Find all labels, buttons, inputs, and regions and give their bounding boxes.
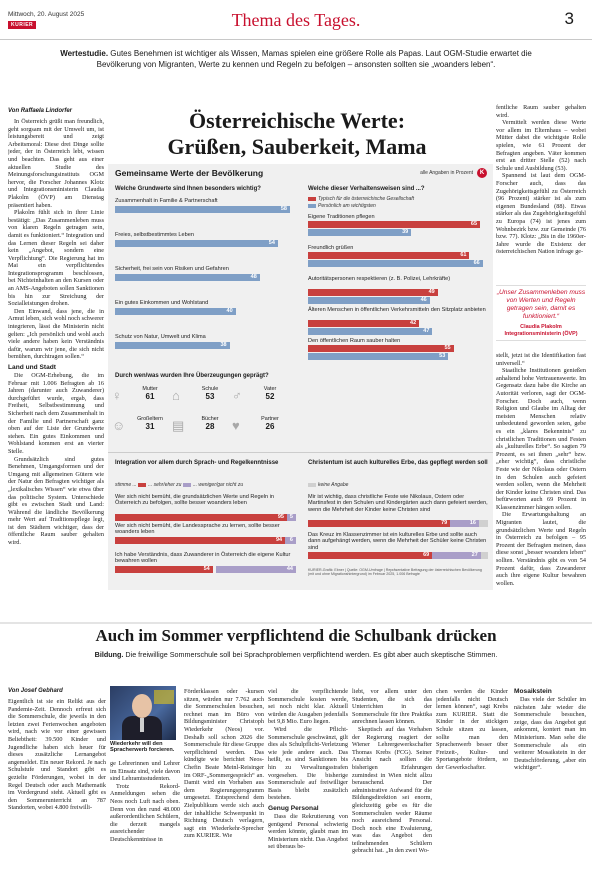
bar-value: 44 [286, 565, 293, 572]
basic-value-bar [115, 308, 236, 315]
paragraph: Die Erwartungshaltung an Migranten lautet, die grundsätzlichen Werte und Regeln in Österreich zu befolgen – 95 Prozent der Befragten meinen, dass diese sonst „besser woanders leben“ sollten. Verständnis gibt es von 54 Prozent dafür, dass Zuwanderer auch ihre eigene Kultur bewahren wollen. [496, 511, 586, 587]
bar-value: 40 [226, 308, 233, 314]
graphic-source: KURIER-Grafik: Ebner | Quelle: OGM-Umfrage | Repräsentative Befragung der österreichischen Bevölkerung (mit und ohne Migrationshintergrund) im Februar 2025, 1.006 Befragte [308, 568, 482, 577]
bar-value: 16 [469, 520, 476, 526]
agree-bar [115, 514, 287, 521]
article-teaser [40, 48, 552, 70]
quote-text: „Unser Zusammenleben muss von Werten und Regeln getragen sein, damit es funktioniert.“ [496, 289, 586, 320]
father-icon: ♂ [232, 388, 242, 403]
typical-bar [308, 345, 454, 352]
agree-bar [308, 520, 450, 527]
subheading: Mosaikstein [514, 688, 552, 695]
paragraph: ge Lehrerinnen und Lehrer im Einsatz sind, viele davon sind Lehramtsstudenten. [110, 760, 180, 783]
bar-label: Schutz von Natur, Umwelt und Klima [115, 334, 206, 340]
bar-label: Ein gutes Einkommen und Wohlstand [115, 300, 209, 306]
bar-value: 49 [428, 289, 435, 295]
personal-bar [308, 297, 430, 304]
paragraph: Förderklassen oder -kursen sitzen, würden nur 7.762 auch die Sommerschulen besuchen, rechnet man im Büro von Bildungsminister Christoph Wiederkehr (Neos) vor. Deshalb soll schon 2026 die Sommerschule für diese Gruppe verpflichtend werden. Das kündigte wie berichtet Neos-Chefin Beate Meinl-Reisinger im ORF-„Sommergespräch“ an. Damit wird ein Vorhaben aus dem Regierungsprogramm umgesetzt. Entsprechend dem Zielpublikum werde sich auch der inhaltliche Schwerpunkt in Richtung Deutsch verlagern, sagt ein Wiederkehr-Sprecher zum KURIER. Wie [184, 688, 264, 840]
disagree-bar [287, 514, 296, 521]
flag-shape [154, 690, 174, 704]
paragraph: Dass die Rekrutierung von genügend Personal schwierig werden könnte, glaubt man im Ministerium nicht. Das Angebot sei überaus be- [268, 812, 348, 851]
teaser-lead: Wertestudie. [60, 49, 109, 58]
paragraph: Spannend ist laut dem OGM-Forscher auch, dass das Zugehörigkeitsgefühl zu Österreich (96 Prozent) stärker ist als zum eigenen Bundesland (88). Etwas stärker als das Zugehörigkeitsgefühl zu Europa (74) ist jenes zum Wohnbezirk bzw. zur Gemeinde (76 bzw. 77). Klotz: „Bis in die 1960er-Jahre wurde die Existenz der österreichischen Nation infrage ge- [496, 172, 586, 256]
bar-value: 54 [203, 565, 210, 572]
bar-value: 53 [439, 353, 446, 359]
influence-value: 28 [205, 422, 215, 431]
agree-bar [115, 566, 213, 573]
second-subheading [40, 650, 552, 659]
main-headline [118, 108, 476, 160]
graphic-title: Gemeinsame Werte der Bevölkerung [115, 168, 264, 178]
question-1: Welche Grundwerte sind Ihnen besonders wichtig? [115, 186, 261, 192]
influence-label: Partner [261, 416, 279, 422]
page-header [0, 0, 592, 40]
graphic-unit: alle Angaben in Prozent [420, 170, 473, 176]
paragraph: Plakolm fühlt sich in ihrer Linie bestätigt: „Das Zusammenleben muss von klaren Regeln getragen sein, damit es funktioniert.“ Integration und das Lernen dieser Regeln sei daher kein „Angebot, sondern eine Verpflichtung“. Die Regierung hat im Mai ein verpflichtendes Integrationsprogramm beschlossen, bei Nichteinhalten an den Kursen oder an AMS-Angeboten sollen Sanktionen bis hin zur Streichung der Sozialleistungen drohen. [8, 209, 104, 308]
influence-label: Vater [263, 386, 277, 392]
disagree-bar [432, 552, 481, 559]
basic-value-bar [115, 342, 230, 349]
influence-item [172, 416, 230, 433]
paragraph: Wird die Pflicht-Sommerschule geschwänzt, gilt dies als Schulpflicht-Verletzung wie jede andere auch. Das heißt, es sind Sanktionen bis hin zu Verwaltungsstrafen vorgesehen. Die bisherige Sommerschule auf freiwilliger Basis bleibt zusätzlich bestehen. [268, 725, 348, 802]
paragraph: Vermittelt werden diese Werte vor allem im Elternhaus – wobei Mütter dabei die wichtigste Rolle spielen, wie 61 Prozent der Befragten angeben. Väter kommen erst an dritter Stelle (52) nach Schule und Ausbildung (53). [496, 119, 586, 172]
books-icon: ▤ [172, 418, 185, 433]
paragraph: liebt, vor allem unter den Studenten, die sich das Unterrichten in der Sommerschule für ihre Praktika anrechnen lassen können. [352, 688, 432, 726]
influence-value: 52 [265, 392, 275, 401]
influence-value: 26 [265, 422, 275, 431]
typical-bar [308, 252, 469, 259]
disagree-bar [216, 566, 296, 573]
second-column-5 [352, 688, 432, 868]
bar-label: Freundlich grüßen [308, 245, 354, 251]
personal-bar [308, 328, 432, 335]
main-column-1 [8, 118, 104, 618]
second-column-4 [268, 688, 348, 868]
influence-value: 31 [145, 422, 155, 431]
question-3: Durch wen/was wurden Ihre Überzeugungen geprägt? [115, 373, 269, 379]
basic-value-bar [115, 274, 260, 281]
tie-shape [140, 718, 144, 732]
bar-value: 6 [289, 536, 293, 543]
bar-label: Sicherheit, frei sein von Risiken und Gefahren [115, 266, 229, 272]
minister-photo [110, 686, 176, 740]
paragraph: Den Einwand, dass jene, die in Armut leben, sich wohl noch schwerer integrieren, lässt die Ministerin nicht gelten: „Ich persönlich und wohl auch viele andere haben kein Verständnis dafür, warum wir jene, die sich nicht bemühen, durchtragen sollen.“ [8, 307, 104, 361]
paragraph: Das viele der Schüler im nächsten Jahr wieder die Sommerschule besuchen, zeige, dass das Angebot gut ankommt, kontert man im Ministerium. Man sehe die Sommerschule als ein weiterer Mosaikstein in der Deutschförderung, „aber ein wichtiger“. [514, 696, 586, 772]
legend-red-label: Typisch für die österreichische Gesellschaft [318, 196, 415, 202]
headline-line-2: Grüßen, Sauberkeit, Mama [167, 134, 427, 159]
legend-agree-swatch [138, 483, 146, 487]
bar-value: 95 [277, 514, 284, 521]
bar-value: 46 [420, 297, 427, 303]
influence-item [172, 386, 230, 403]
no-answer-bar [481, 552, 488, 559]
influence-value: 61 [145, 392, 155, 401]
influence-label: Schule [201, 386, 219, 392]
legend-blue-swatch [308, 204, 316, 208]
bar-label: Ich habe Verständnis, dass Zuwanderer in Österreich die eigene Kultur bewahren wollen [115, 552, 291, 565]
paragraph: Skeptisch auf das Vorhaben der Regierung reagiert der Wiener Lehrergewerkschafter Thomas Krebs (FCG). Seiner Ansicht nach sollten die bisherigen Erfahrungen zumindest in Wien nicht allzu berauschend. Der administrative Aufwand für die Bildungsdirektion sei enorm, gleichzeitig gebe es für die Sommerschulen weder Räume noch ausreichend Personal. Doch noch eine Evaluierung, was das Angebot den teilnehmenden Schülern gebracht hat. „In den zwei Wo- [352, 725, 432, 855]
paragraph: chen werden die Kinder jedenfalls nicht Deutsch lernen können“, sagt Krebs zum KURIER. Statt die Kinder in der stickigen Schule sitzen zu lassen, sollte man den Sprachenwerb besser über Freizeit-, Kultur- und Sportangebote fördern, so der Gewerkschafter. [436, 688, 508, 771]
bar-label: Freies, selbstbestimmtes Leben [115, 232, 194, 238]
bar-value: 5 [289, 514, 293, 521]
bar-value: 27 [471, 552, 478, 558]
legend-blue [308, 203, 376, 209]
main-column-4-bottom [496, 352, 586, 618]
legend-prefix: stimme ... [115, 482, 137, 488]
no-answer-bar [479, 520, 488, 527]
bar-value: 58 [280, 206, 287, 212]
second-byline: Von Josef Gebhard [8, 688, 63, 694]
second-headline: Auch im Sommer verpflichtend die Schulbank drücken [95, 626, 497, 645]
paragraph: Die OGM-Erhebung, die im Februar mit 1.006 Befragten ab 16 Jahren (darunter auch Zuwanderer) durchgeführt wurde, ergab, dass Freiheit, Selbstbestimmung und Sicherheit nach dem Zusammenhalt in der Familie und Partnerschaft ganz oben auf der Liste der Grundwerte stehen. Ein gutes Einkommen und Wohlstand kommen erst an vierter Stelle. [8, 372, 104, 455]
section-title: Thema des Tages. [231, 10, 361, 30]
bar-label: Autoritätspersonen respektieren (z. B. Polizei, Lehrkräfte) [308, 276, 451, 282]
bar-value: 94 [276, 536, 283, 543]
second-column-6 [436, 688, 586, 868]
legend-none-swatch [308, 483, 316, 487]
bar-label: Das Kreuz im Klassenzimmer ist ein kulturelles Erbe und sollte auch dann aufgehängt werden, wenn die Mehrheit der Schüler keine Christen sind [308, 532, 487, 551]
bar-label: Eigene Traditionen pflegen [308, 214, 375, 220]
bar-value: 79 [441, 520, 448, 526]
bar-label: Wer sich nicht bemüht, die Landessprache zu lernen, sollte besser woanders leben [115, 523, 280, 536]
grandparents-icon: ☺ [112, 418, 126, 433]
bar-label: Zusammenhalt in Familie & Partnerschaft [115, 198, 218, 204]
divider [108, 452, 493, 453]
q4-legend [115, 482, 243, 488]
mother-icon: ♀ [112, 388, 122, 403]
bar-label: Den öffentlichen Raum sauber halten [308, 338, 401, 344]
bar-value: 66 [473, 260, 480, 266]
typical-bar [308, 320, 419, 327]
paragraph: stellt, jetzt ist die Identifikation fast universell.“ [496, 352, 586, 367]
paragraph: Trotz Rekord-Anmeldungen sehen die Neos noch Luft nach oben. Denn von den rund 48.000 außerordentlichen Schülern, die derzeit mangels ausreichender Deutschkenntnisse in [110, 782, 180, 843]
subheading: Land und Stadt [8, 364, 56, 371]
influence-label: Großeltern [137, 416, 163, 422]
influence-value: 53 [205, 392, 215, 401]
bar-value: 55 [444, 345, 451, 351]
main-column-4-top [496, 104, 586, 284]
paragraph: fentliche Raum sauber gehalten wird. [496, 104, 586, 119]
headline-line-1: Österreichische Werte: [188, 108, 406, 133]
teaser-text: Gutes Benehmen ist wichtiger als Wissen, Mamas spielen eine größere Rolle als Papas. Laut OGM-Studie erwartet die Bevölkerung von Migranten, Werte zu kennen und Regeln zu befolgen – ansonsten sollten sie „woanders leben“. [96, 49, 532, 69]
q5-legend [308, 482, 348, 488]
influence-item [232, 416, 290, 433]
partner-icon: ♥ [232, 418, 240, 433]
personal-bar [308, 229, 411, 236]
legend-agree-label: ... sehr/eher zu [148, 482, 182, 488]
subheading: Genug Personal [268, 804, 319, 812]
bar-label: Mir ist wichtig, dass christliche Feste wie Nikolaus, Ostern oder Martinsfest in den Schulen und Kindergärten auch dann gefeiert werden, wenn die Mehrheit der Kinder keine Christen sind [308, 494, 488, 513]
influence-label: Mutter [142, 386, 158, 392]
disagree-bar [450, 520, 479, 527]
bar-label: Wer sich nicht bemüht, die grundsätzlichen Werte und Regeln in Österreich zu befolgen, sollte besser woanders leben [115, 494, 274, 507]
second-column-2 [110, 760, 180, 868]
agree-bar [308, 552, 432, 559]
personal-bar [308, 353, 448, 360]
paragraph: In Österreich grüßt man freundlich, geht sorgsam mit der Umwelt um, ist leistungsbereit und zeigt Arbeitsmoral: Diese drei Dinge sollte jeder, der in Österreich lebt, wissen und beachten. Das geht aus einer aktuellen Studie des Meinungsforschungsinstituts OGM hervor, die Forscher Johannes Klotz und Integrationsministerin Claudia Plakolm (ÖVP) am Dienstag präsentiert haben. [8, 118, 104, 209]
second-column-3 [184, 688, 264, 868]
bar-value: 65 [470, 221, 478, 227]
paragraph: Staatliche Institutionen genießen anhaltend hohe Vertrauenswerte. Im Gegensatz dazu habe die Kirche an Autorität verloren, sagt der OGM-Forscher. Doch auch, wenn Religion und Glaube im Alltag der meisten Menschen relativ unbedeutend geworden seien, gebe es ein „klares Bekenntnis“ zu christlichen Traditionen und Festen als „kulturelles Erbe“. So sagten 79 Prozent, es sei ihnen „sehr“ bzw. „eher wichtig“, dass christliche Feste wie der Nikolaus oder Ostern in den Schulen auch gefeiert werden sollen, wenn die Mehrheit der Kinder keine Christen sind. Das befürworten auch 69 Prozent in Klassenzimmer hängen sollen. [496, 367, 586, 511]
legend-none-label: keine Angabe [318, 482, 349, 488]
question-2: Welche dieser Verhaltensweisen sind ...? [308, 186, 425, 192]
bar-value: 42 [410, 320, 417, 326]
head-shape [132, 694, 152, 718]
influence-item [112, 386, 170, 403]
bar-value: 38 [220, 342, 227, 348]
photo-caption: Wiederkehr will den Spracherwerb forcieren. [110, 741, 175, 754]
sub-lead: Bildung. [94, 650, 124, 659]
page-number: 3 [564, 9, 574, 28]
question-4: Integration vor allem durch Sprach- und Regelkenntnisse [115, 460, 279, 466]
question-5: Christentum ist auch kulturelles Erbe, das gepflegt werden soll [308, 460, 488, 466]
bar-value: 39 [402, 229, 409, 235]
legend-blue-label: Persönlich am wichtigsten [318, 203, 376, 209]
main-byline: Von Raffaela Lindorfer [8, 108, 73, 114]
legend-disagree-swatch [183, 483, 191, 487]
bar-value: 69 [423, 552, 430, 558]
legend-disagree-label: ... weniger/gar nicht zu [192, 482, 244, 488]
typical-bar [308, 289, 438, 296]
pull-quote [496, 285, 586, 341]
values-infographic [108, 164, 493, 590]
sub-text: Die freiwillige Sommerschule soll bei Sprachproblemen verpflichtend werden. Es gibt aber auch skeptische Stimmen. [123, 650, 498, 659]
kurier-logo-icon: K [477, 168, 487, 178]
legend-red-swatch [308, 197, 316, 201]
paragraph: viel die verpflichtende Sommerschule kosten werde, sei noch nicht klar. Aktuell würden die Ausgaben jedenfalls bei 9,8 Mio. Euro liegen. [268, 688, 348, 726]
agree-bar [115, 537, 285, 544]
quote-source: Claudia Plakolm Integrationsministerin (ÖVP) [504, 324, 578, 337]
personal-bar [308, 260, 483, 267]
bar-value: 48 [250, 274, 257, 280]
legend-red [308, 196, 414, 202]
section-separator [0, 622, 592, 624]
bar-value: 61 [460, 252, 467, 258]
influence-item [112, 416, 170, 433]
brand-logo: KURIER [8, 21, 36, 29]
second-column-1 [8, 698, 106, 868]
bar-value: 54 [268, 240, 275, 246]
typical-bar [308, 221, 480, 228]
paragraph: Grundsätzlich sind gutes Benehmen, Umgangsformen und der Umgang mit allgemeinen Gütern wie der Natur den Befragten wichtiger als „lexikalisches Wissen“ wie etwa über das politische System. Unterschiede gibt es zwischen Stadt und Land: Während die ländliche Bevölkerung mehr Wert auf Traditionspflege legt, ist den Städtern wichtiger, dass der öffentliche Raum sauber gehalten wird. [8, 455, 104, 547]
basic-value-bar [115, 206, 290, 213]
bar-label: Älteren Menschen in öffentlichen Verkehrsmitteln den Sitzplatz anbieten [308, 307, 486, 313]
bar-value: 47 [423, 328, 430, 334]
paragraph: Eigentlich ist sie ein Relikt aus der Pandemie-Zeit. Dennoch erfreut sich die Sommerschule, die jeweils in den letzten zwei Ferienwochen angeboten wird, nach wie vor einer gewissen Beliebtheit: 39.500 Kinder und Jugendliche haben sich heuer für dieses zusätzliche Lernangebot angemeldet. Ein neuer Rekord. Je nach Schulstufe und Standort gibt es gezielte Förderungen, wobei in der Regel Deutsch oder auch Mathematik im Vordergrund steht. Aktuell gibt es den Sommerunterricht an 787 Standorten, wobei 4.800 freiwilli- [8, 698, 106, 812]
issue-date: Mittwoch, 20. August 2025 [8, 11, 85, 18]
influence-label: Bücher [201, 416, 219, 422]
disagree-bar [285, 537, 296, 544]
school-icon: ⌂ [172, 388, 180, 403]
influence-item [232, 386, 290, 403]
basic-value-bar [115, 240, 278, 247]
